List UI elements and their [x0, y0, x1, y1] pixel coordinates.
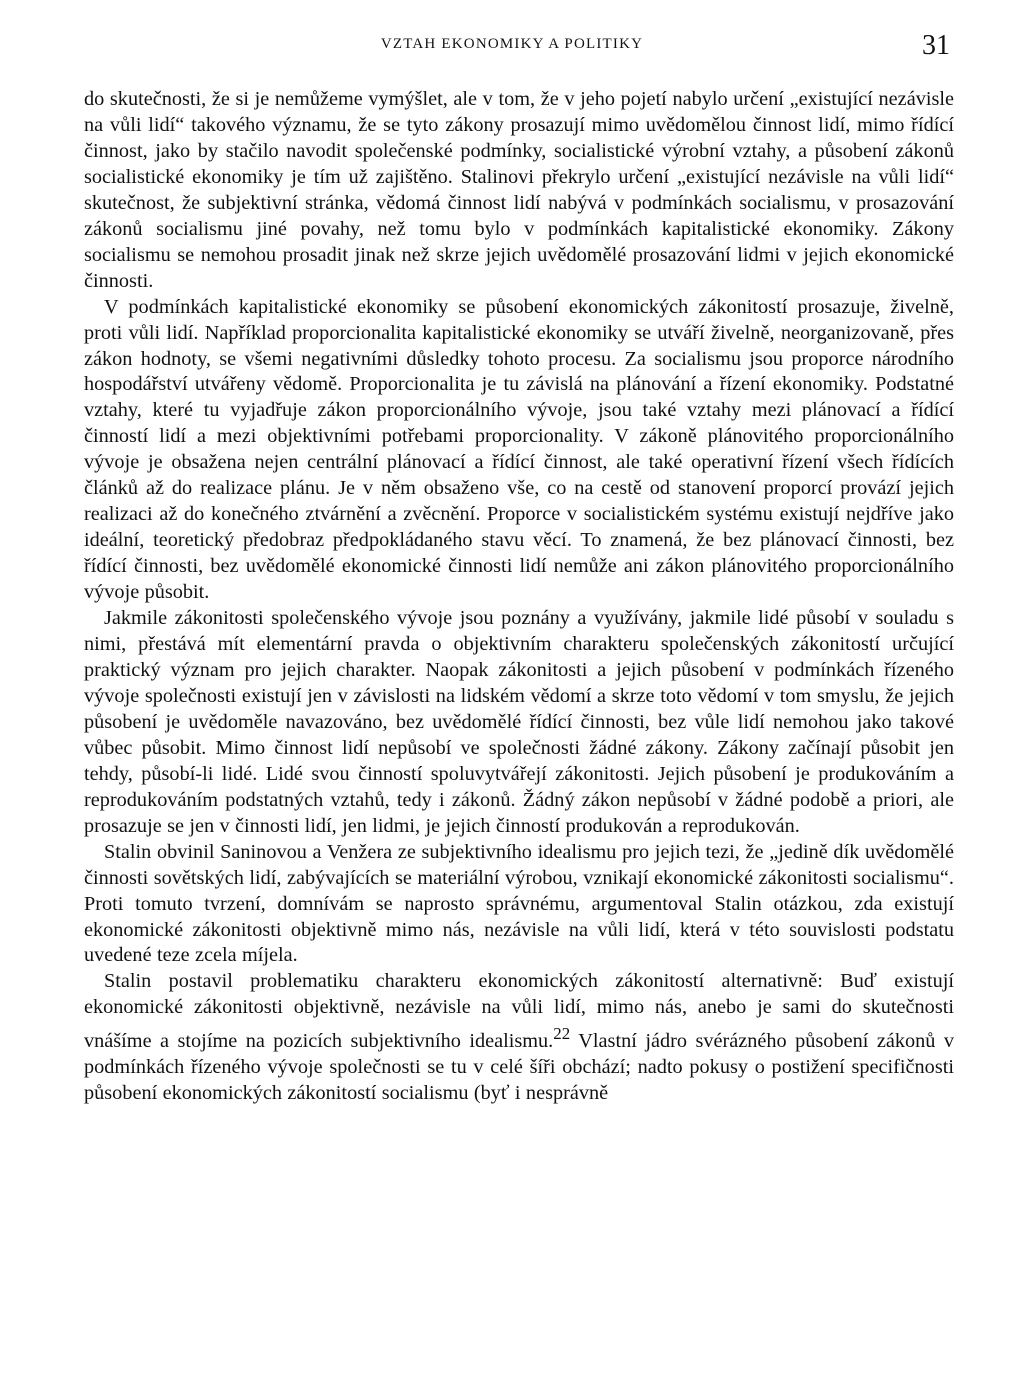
paragraph-3: Jakmile zákonitosti společenského vývoje jsou poznány a využívány, jakmile lidé působí v souladu s nimi, přestává mít elementární pravda o objektivním charakteru společenských zákonitostí určující praktický význam pro jejich charakter. Naopak zákonitosti a jejich působení v podmínkách řízeného vývoje společnosti existují jen v závislosti na lidském vědomí a skrze toto vědomí v tom smyslu, že jejich působení je uvědoměle navazováno, bez uvědomělé řídící činnosti, bez vůle lidí nemohou jako takové vůbec působit. Mimo činnost lidí nepůsobí ve společnosti žádné zákony. Zákony začínají působit jen tehdy, působí-li lidé. Lidé svou činností spoluvytvářejí zákonitosti. Jejich působení je produkováním a reprodukováním podstatných vztahů, tedy i zákonů. Žádný zákon nepůsobí v žádné podobě a priori, ale prosazuje se jen v činnosti lidí, jen lidmi, je jejich činností produkován a reprodukován.: [84, 607, 954, 837]
page-number: 31: [922, 30, 950, 61]
paragraph-5: [84, 969, 954, 1107]
paragraph-1: do skutečnosti, že si je nemůžeme vymýšlet, ale v tom, že v jeho pojetí nabylo určení „existující nezávisle na vůli lidí“ takového významu, že se tyto zákony prosazují mimo uvědomělou činnost lidí, mimo řídící činnost, jako by stačilo navodit společenské podmínky, socialistické výrobní vztahy, a působení zákonů socialistické ekonomiky je tím už zajištěno. Stalinovi překrylo určení „existující nezávisle na vůli lidí“ skutečnost, že subjektivní stránka, vědomá činnost lidí nabývá v podmínkách socialismu, v prosazování zákonů socialismu jiné povahy, než tomu bylo v podmínkách kapitalistické ekonomiky. Zákony socialismu se nemohou prosadit jinak než skrze jejich uvědomělé prosazování lidmi v jejich ekonomické činnosti.: [84, 88, 954, 292]
paragraph-4: Stalin obvinil Saninovou a Venžera ze subjektivního idealismu pro jejich tezi, že „jedině dík uvědomělé činnosti sovětských lidí, zabývajících se materiální výrobou, vznikají ekonomické zákonitosti socialismu“. Proti tomuto tvrzení, domnívám se naprosto správnému, argumentoval Stalin otázkou, zda existují ekonomické zákonitosti objektivně mimo nás, nezávisle na vůli lidí, která v této souvislosti podstatu uvedené teze zcela míjela.: [84, 840, 954, 967]
footnote-ref-22: 22: [553, 1024, 571, 1044]
paragraph-2: V podmínkách kapitalistické ekonomiky se působení ekonomických zákonitostí prosazuje, živelně, proti vůli lidí. Například proporcionalita kapitalistické ekonomiky se utváří živelně, neorganizovaně, přes zákon hodnoty, se všemi negativními důsledky tohoto procesu. Za socialismu jsou proporce národního hospodářství utvářeny vědomě. Proporcionalita je tu závislá na plánování a řízení ekonomiky. Podstatné vztahy, které tu vyjadřuje zákon proporcionálního vývoje, jsou také vztahy mezi plánovací a řídící činností lidí a mezi objektivními potřebami proporcionality. V zákoně plánovitého proporcionálního vývoje je obsažena nejen centrální plánovací a řídící činnost, ale také operativní řízení všech řídících článků až do realizace plánu. Je v něm obsaženo vše, co na cestě od stanovení proporcí provází jejich realizaci až do konečného ztvárnění a zvěcnění. Proporce v socialistickém systému existují nejdříve jako ideální, teoretický předobraz předpokládaného stavu věcí. To znamená, že bez plánovací činnosti, bez řídící činnosti, bez uvědomělé ekonomické činnosti lidí nemůže ani zákon plánovitého proporcionálního vývoje působit.: [84, 295, 954, 604]
body-text: [84, 87, 954, 1107]
running-head: [0, 30, 1024, 64]
running-title: VZTAH EKONOMIKY A POLITIKY: [380, 36, 644, 52]
paragraph-5-after-note: Vlastní jádro svérázného působení zákonů v podmínkách řízeného vývoje společnosti se tu v celé šíři obchází; nadto pokusy o postižení specifičnosti působení ekonomických zákonitostí socialismu (byť i nesprávně: [84, 1030, 954, 1104]
paragraph-5-before-note: Stalin postavil problematiku charakteru ekonomických zákonitostí alternativně: Buď existují ekonomické zákonitosti objektivně, nezávisle na vůli lidí, mimo nás, anebo je sami do skutečnosti vnášíme a stojíme na pozicích subjektivního idealismu.: [84, 970, 954, 1053]
